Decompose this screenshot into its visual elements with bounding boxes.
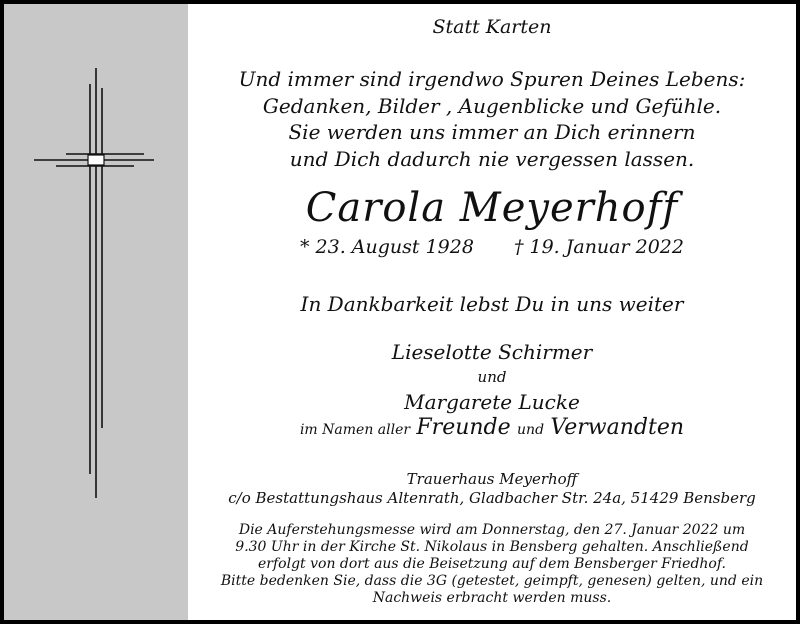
mourner-conjunction: und xyxy=(477,368,507,386)
service-line: Die Auferstehungsmesse wird am Donnerstag, den 27. Januar 2022 um xyxy=(238,522,746,538)
poem-line: Gedanken, Bilder , Augenblicke und Gefühle. xyxy=(262,93,722,118)
service-line: Nachweis erbracht werden muss. xyxy=(372,590,612,606)
mourning-address xyxy=(188,470,796,508)
poem-line: und Dich dadurch nie vergessen lassen. xyxy=(289,146,695,171)
poem-line: Und immer sind irgendwo Spuren Deines Lebens: xyxy=(238,67,746,91)
service-line: erfolgt von dort aus die Beisetzung auf dem Bensberger Friedhof. xyxy=(258,556,726,572)
cross-icon xyxy=(4,4,188,620)
gratitude-text: In Dankbarkeit lebst Du in uns weiter xyxy=(300,292,684,316)
life-dates xyxy=(188,236,796,258)
side-panel xyxy=(4,4,188,620)
relatives-word: Verwandten xyxy=(550,415,685,440)
service-info xyxy=(188,522,796,607)
mourner-name: Margarete Lucke xyxy=(404,390,580,414)
obituary-content xyxy=(188,4,796,620)
birth-date: * 23. August 1928 xyxy=(300,236,474,258)
service-line: Bitte bedenken Sie, dass die 3G (getestet, geimpft, genesen) gelten, und ein xyxy=(220,573,764,589)
death-date: † 19. Januar 2022 xyxy=(513,236,684,258)
mourners xyxy=(188,340,796,443)
service-line: 9.30 Uhr in der Kirche St. Nikolaus in Bensberg gehalten. Anschließend xyxy=(235,539,749,555)
on-behalf-line xyxy=(188,415,796,443)
mourner-name: Lieselotte Schirmer xyxy=(391,340,593,364)
heading: Statt Karten xyxy=(432,16,552,38)
on-behalf-prefix: im Namen aller xyxy=(299,422,411,438)
address-line: c/o Bestattungshaus Altenrath, Gladbacher Str. 24a, 51429 Bensberg xyxy=(228,489,756,507)
friends-word: Freunde xyxy=(416,415,511,440)
and-word: und xyxy=(517,422,545,438)
poem xyxy=(188,66,796,172)
address-line: Trauerhaus Meyerhoff xyxy=(406,470,578,488)
poem-line: Sie werden uns immer an Dich erinnern xyxy=(288,120,696,144)
deceased-name: Carola Meyerhoff xyxy=(305,185,679,231)
